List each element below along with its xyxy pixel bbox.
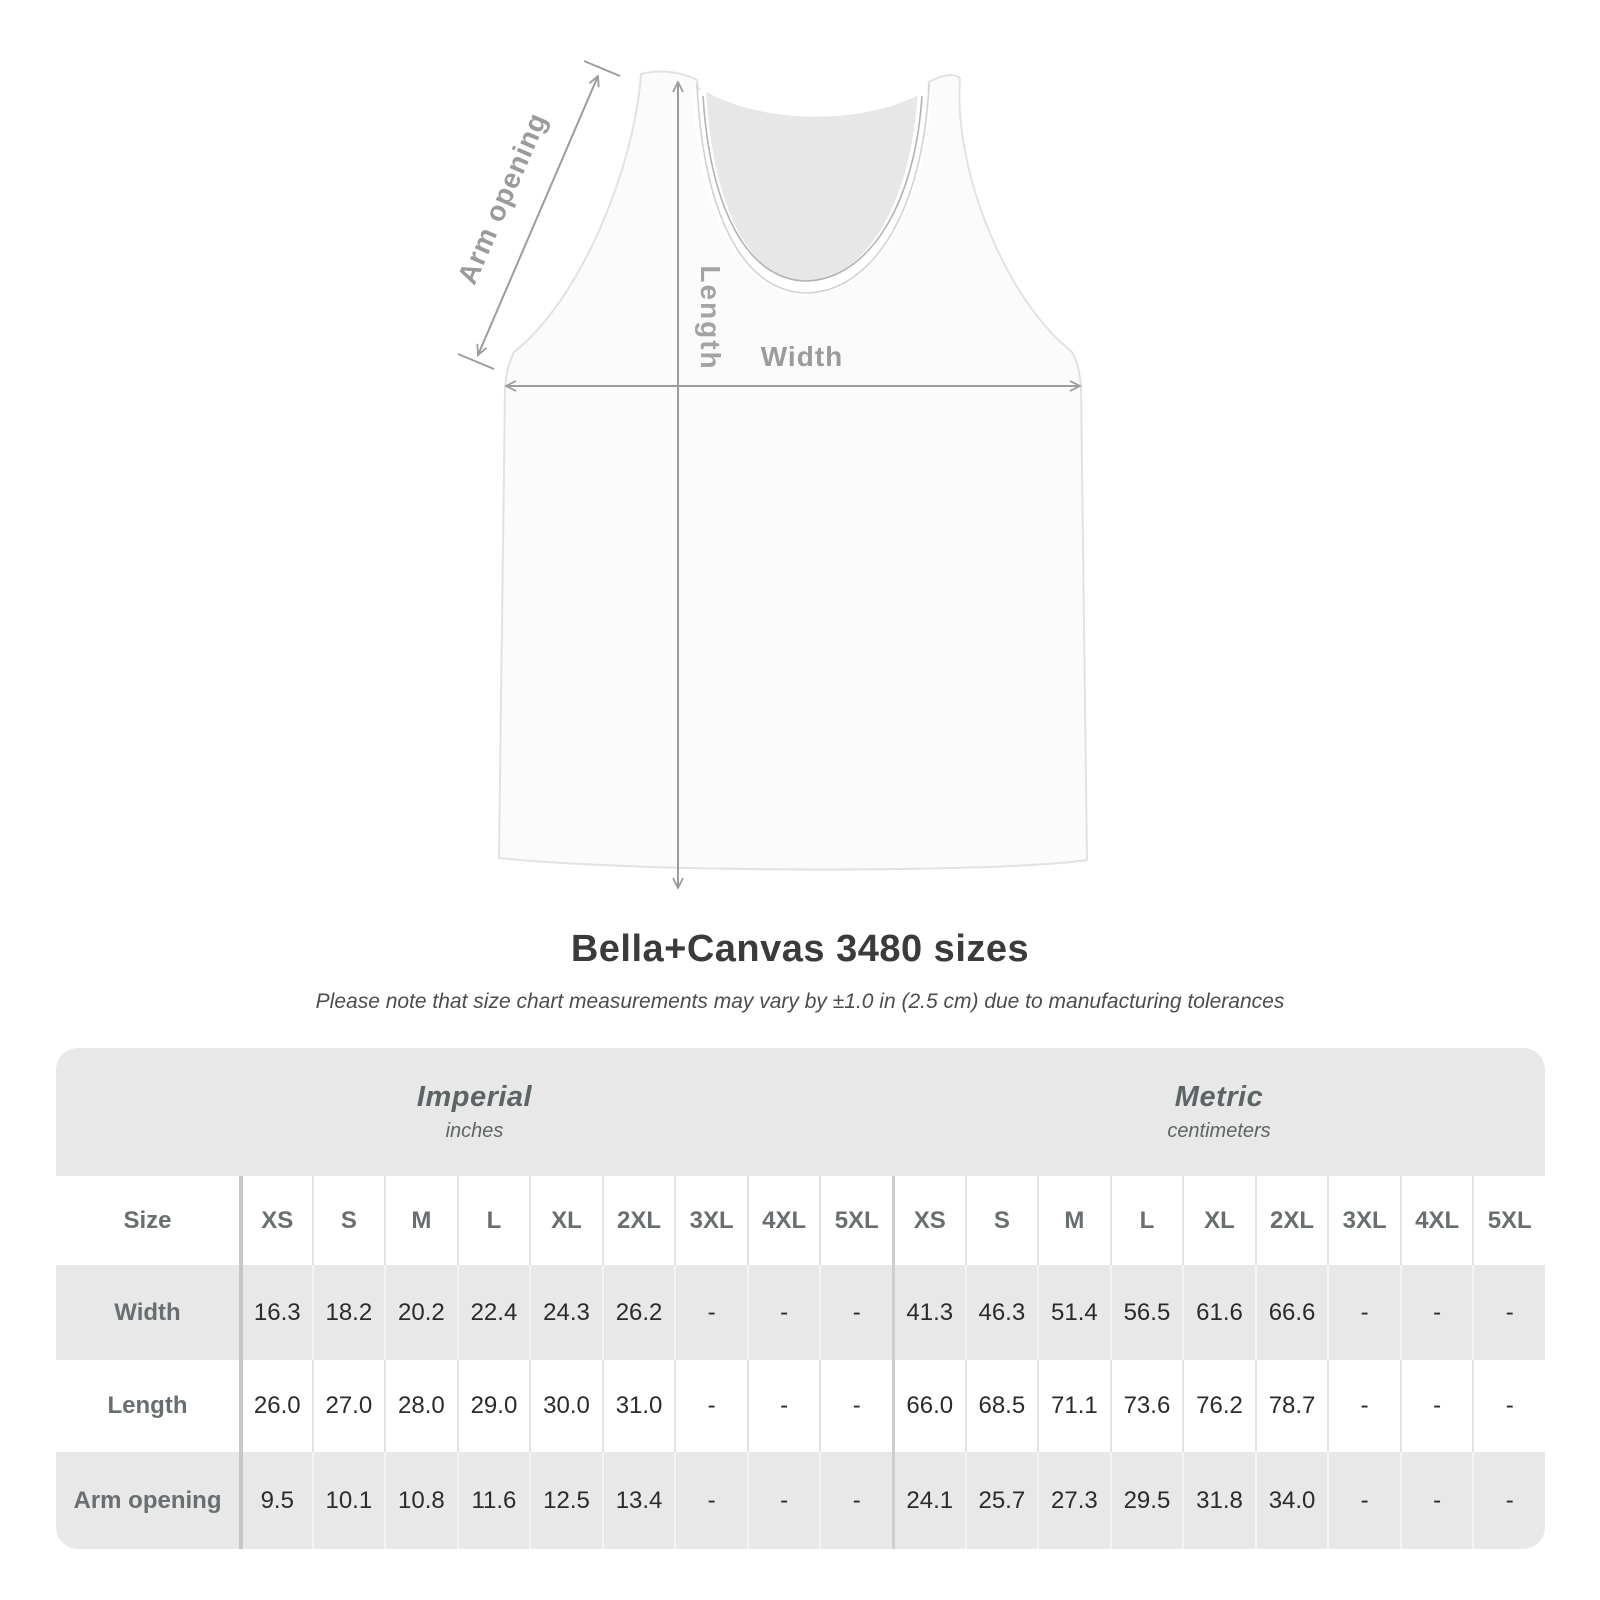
table-cell: - (1472, 1452, 1545, 1549)
table-cell: 12.5 (529, 1452, 602, 1549)
imperial-label: Imperial (416, 1081, 533, 1113)
table-cell: 78.7 (1255, 1360, 1328, 1452)
table-cell: 31.8 (1182, 1452, 1255, 1549)
table-cell: 24.1 (892, 1452, 965, 1549)
table-cell: 18.2 (312, 1265, 385, 1360)
imperial-section-header (56, 1048, 893, 1176)
size-column-header-imperial-3xl: 3XL (674, 1176, 747, 1265)
arm-opening-label: Arm opening (451, 107, 554, 289)
table-cell: - (819, 1360, 892, 1452)
size-column-header-imperial-5xl: 5XL (819, 1176, 892, 1265)
page-title: Bella+Canvas 3480 sizes (570, 928, 1030, 970)
table-cell: 10.8 (384, 1452, 457, 1549)
table-row-length (56, 1360, 1545, 1452)
table-cell: - (1472, 1265, 1545, 1360)
size-column-header-metric-l: L (1110, 1176, 1183, 1265)
table-cell: 11.6 (457, 1452, 530, 1549)
table-cell: - (1400, 1360, 1473, 1452)
row-label: Arm opening (73, 1486, 222, 1514)
table-cell: 34.0 (1255, 1452, 1328, 1549)
table-cell: 26.2 (602, 1265, 675, 1360)
table-cell: 68.5 (965, 1360, 1038, 1452)
table-cell: 51.4 (1037, 1265, 1110, 1360)
size-column-header-imperial-xl: XL (529, 1176, 602, 1265)
size-column-header-metric-4xl: 4XL (1400, 1176, 1473, 1265)
metric-unit: centimeters (1167, 1120, 1271, 1142)
row-label: Length (107, 1392, 188, 1419)
table-cell: - (1472, 1360, 1545, 1452)
table-cell: - (1400, 1452, 1473, 1549)
table-row-width (56, 1265, 1545, 1360)
arm-opening-tick-top (584, 61, 620, 76)
table-cell: 29.5 (1110, 1452, 1183, 1549)
length-label: Length (695, 265, 726, 371)
table-cell: 22.4 (457, 1265, 530, 1360)
size-column-header-metric-3xl: 3XL (1327, 1176, 1400, 1265)
table-cell: - (747, 1360, 820, 1452)
table-cell: 9.5 (239, 1452, 312, 1549)
table-cell: 61.6 (1182, 1265, 1255, 1360)
table-cell: - (1327, 1265, 1400, 1360)
row-label: Width (114, 1298, 181, 1326)
size-column-header-imperial-4xl: 4XL (747, 1176, 820, 1265)
table-cell: - (819, 1265, 892, 1360)
table-cell: - (674, 1360, 747, 1452)
table-cell: - (747, 1452, 820, 1549)
table-cell: 24.3 (529, 1265, 602, 1360)
table-cell: 71.1 (1037, 1360, 1110, 1452)
size-column-header-imperial-l: L (457, 1176, 530, 1265)
table-cell: - (1327, 1452, 1400, 1549)
table-cell: 66.0 (892, 1360, 965, 1452)
table-cell: 26.0 (239, 1360, 312, 1452)
size-column-header-metric-5xl: 5XL (1472, 1176, 1545, 1265)
tolerance-note: Please note that size chart measurements may vary by ±1.0 in (2.5 cm) due to manufacturing tolerances (315, 990, 1285, 1013)
metric-label: Metric (1174, 1081, 1264, 1113)
width-label: Width (760, 341, 844, 372)
size-column-header-metric-m: M (1037, 1176, 1110, 1265)
size-table (56, 1048, 1545, 1549)
table-cell: 41.3 (892, 1265, 965, 1360)
table-cell: 73.6 (1110, 1360, 1183, 1452)
table-row-arm-opening (56, 1452, 1545, 1549)
table-cell: 13.4 (602, 1452, 675, 1549)
table-cell: 25.7 (965, 1452, 1038, 1549)
table-cell: - (674, 1265, 747, 1360)
table-cell: 66.6 (1255, 1265, 1328, 1360)
table-cell: 76.2 (1182, 1360, 1255, 1452)
table-cell: - (674, 1452, 747, 1549)
size-column-header-metric-xs: XS (892, 1176, 965, 1265)
arm-opening-tick-bottom (458, 354, 494, 369)
size-header-row (56, 1176, 1545, 1265)
metric-section-header (893, 1048, 1545, 1176)
size-column-header-imperial-s: S (312, 1176, 385, 1265)
table-cell: - (819, 1452, 892, 1549)
table-cell: 29.0 (457, 1360, 530, 1452)
table-cell: 56.5 (1110, 1265, 1183, 1360)
table-cell: 20.2 (384, 1265, 457, 1360)
size-header-label: Size (123, 1206, 172, 1234)
size-column-header-imperial-xs: XS (239, 1176, 312, 1265)
table-cell: 28.0 (384, 1360, 457, 1452)
table-cell: 30.0 (529, 1360, 602, 1452)
size-column-header-imperial-m: M (384, 1176, 457, 1265)
size-column-header-metric-2xl: 2XL (1255, 1176, 1328, 1265)
units-header (56, 1048, 1545, 1176)
imperial-unit: inches (445, 1120, 504, 1142)
table-cell: 16.3 (239, 1265, 312, 1360)
table-cell: - (747, 1265, 820, 1360)
table-cell: - (1400, 1265, 1473, 1360)
table-cell: - (1327, 1360, 1400, 1452)
size-column-header-imperial-2xl: 2XL (602, 1176, 675, 1265)
size-column-header-metric-xl: XL (1182, 1176, 1255, 1265)
table-cell: 31.0 (602, 1360, 675, 1452)
table-cell: 27.0 (312, 1360, 385, 1452)
table-cell: 46.3 (965, 1265, 1038, 1360)
table-cell: 27.3 (1037, 1452, 1110, 1549)
table-cell: 10.1 (312, 1452, 385, 1549)
size-column-header-metric-s: S (965, 1176, 1038, 1265)
